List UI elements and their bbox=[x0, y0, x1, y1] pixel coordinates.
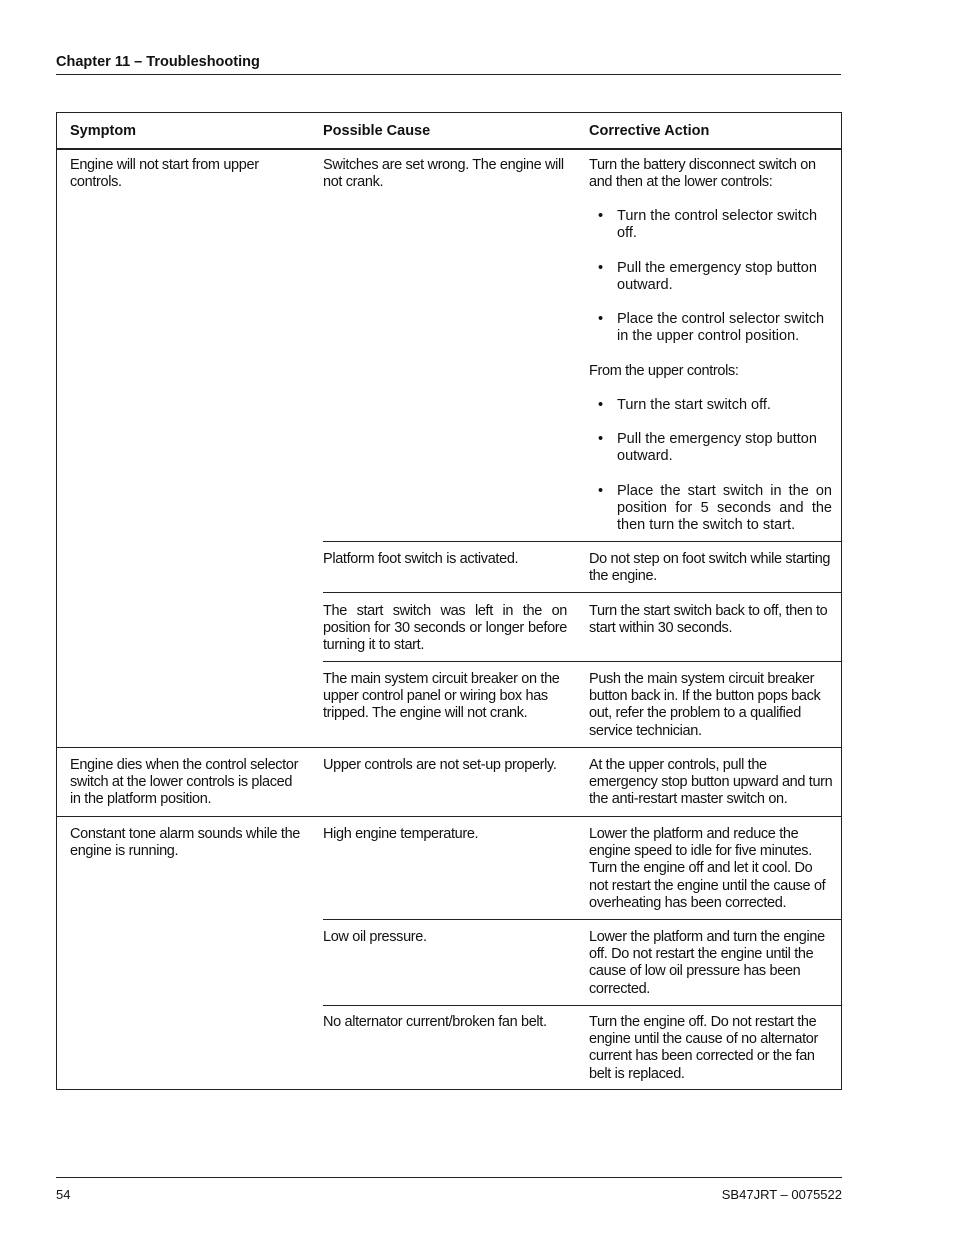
action-cell: Do not step on foot switch while starting the engine. bbox=[589, 551, 831, 585]
cause-cell: Platform foot switch is activated. bbox=[323, 551, 519, 567]
bullet-dot: • bbox=[598, 397, 604, 413]
action-bullet-text: Pull the emergency stop button outward. bbox=[617, 260, 817, 294]
action-bullet-text: Turn the start switch off. bbox=[617, 397, 771, 413]
action-cell: Turn the start switch back to off, then to start within 30 seconds. bbox=[589, 603, 828, 637]
cause-cell: No alternator current/broken fan belt. bbox=[323, 1014, 547, 1030]
action-intro: Turn the battery disconnect switch on and then at the lower controls: bbox=[589, 157, 816, 191]
action-bullet-text: Turn the control selector switch off. bbox=[617, 208, 818, 242]
bullet-dot: • bbox=[598, 311, 604, 327]
symptom-cell: Engine dies when the control selector switch at the lower controls is placed in the platform position. bbox=[70, 757, 299, 808]
action-cell: Lower the platform and turn the engine off. Do not restart the engine until the cause of low oil pressure has been corrected. bbox=[589, 929, 825, 997]
page-number: 54 bbox=[56, 1187, 71, 1202]
action-bullet-text: Place the control selector switch in the upper control position. bbox=[617, 311, 825, 345]
action-bullet-text: Pull the emergency stop button outward. bbox=[617, 431, 817, 465]
symptom-cell: Engine will not start from upper controls. bbox=[70, 157, 259, 191]
troubleshooting-table bbox=[56, 112, 842, 1090]
chapter-title: Chapter 11 – Troubleshooting bbox=[56, 54, 260, 70]
cause-cell: High engine temperature. bbox=[323, 826, 479, 842]
bullet-dot: • bbox=[598, 483, 604, 499]
action-mid: From the upper controls: bbox=[589, 363, 739, 379]
action-cell: At the upper controls, pull the emergency stop button upward and turn the anti-restart master switch on. bbox=[589, 757, 833, 808]
page-header bbox=[56, 53, 841, 75]
cause-cell: The main system circuit breaker on the upper control panel or wiring box has tripped. The engine will not crank. bbox=[323, 671, 560, 722]
row-divider bbox=[323, 1005, 841, 1006]
row-divider bbox=[323, 592, 841, 593]
column-header-cause: Possible Cause bbox=[323, 123, 431, 139]
bullet-dot: • bbox=[598, 431, 604, 447]
column-header-action: Corrective Action bbox=[589, 123, 710, 139]
row-divider bbox=[323, 541, 841, 542]
row-divider bbox=[323, 919, 841, 920]
bullet-dot: • bbox=[598, 208, 604, 224]
cause-cell: Low oil pressure. bbox=[323, 929, 427, 945]
page-footer-rule bbox=[56, 1177, 842, 1178]
action-cell: Lower the platform and reduce the engine speed to idle for five minutes. Turn the engine off and let it cool. Do not restart the engine until the cause of overheating has been corrected. bbox=[589, 826, 826, 911]
document-id: SB47JRT – 0075522 bbox=[721, 1187, 842, 1202]
cause-cell: Upper controls are not set-up properly. bbox=[323, 757, 557, 773]
table-header-row bbox=[57, 113, 841, 150]
action-cell: Turn the engine off. Do not restart the engine until the cause of no alternator current has been corrected or the fan belt is replaced. bbox=[589, 1014, 818, 1082]
column-header-symptom: Symptom bbox=[70, 123, 137, 139]
action-cell: Push the main system circuit breaker button back in. If the button pops back out, refer the problem to a qualified service technician. bbox=[589, 671, 821, 739]
group-divider bbox=[57, 816, 841, 817]
row-divider bbox=[323, 661, 841, 662]
group-divider bbox=[57, 747, 841, 748]
cause-cell: The start switch was left in the on position for 30 seconds or longer before turning it to start. bbox=[323, 603, 567, 654]
cause-cell: Switches are set wrong. The engine will not crank. bbox=[323, 157, 564, 191]
action-bullet-text: Place the start switch in the on position for 5 seconds and the then turn the switch to start. bbox=[617, 483, 832, 534]
symptom-cell: Constant tone alarm sounds while the engine is running. bbox=[70, 826, 301, 860]
bullet-dot: • bbox=[598, 260, 604, 276]
